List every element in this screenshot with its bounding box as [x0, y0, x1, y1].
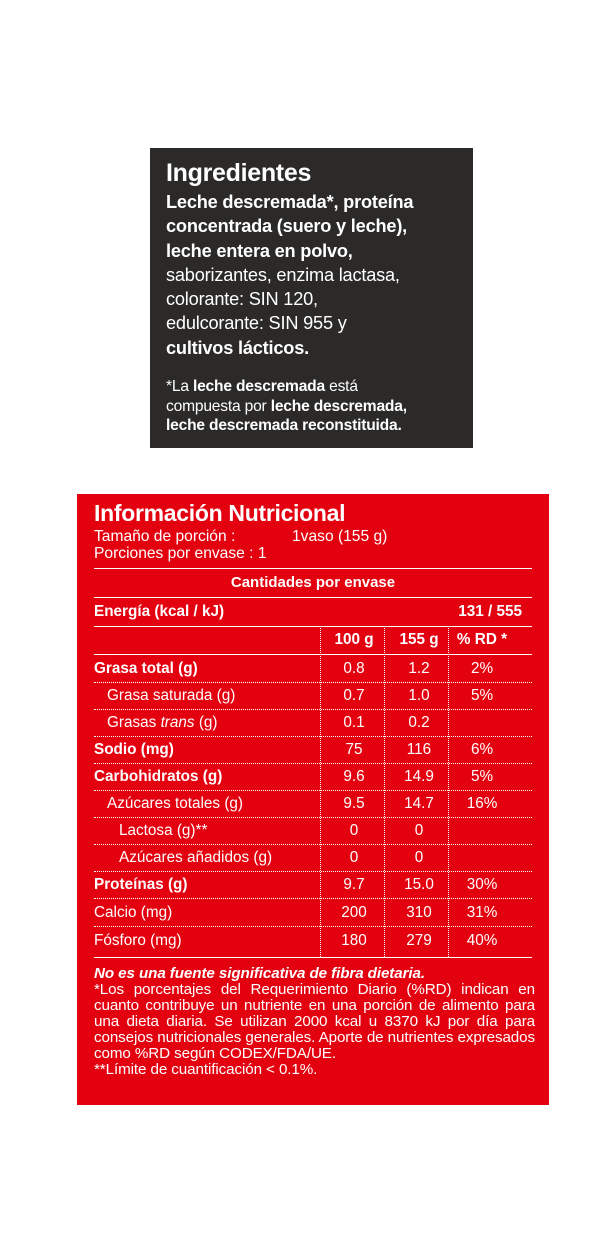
column-separator: [448, 626, 449, 957]
note-bold: leche descremada reconstituida.: [166, 417, 402, 435]
col-100g: 100 g: [334, 631, 374, 648]
table-row: [94, 763, 532, 790]
value-155g: 0: [414, 822, 424, 839]
value-rd: 31%: [466, 904, 498, 921]
table-row: [94, 655, 532, 682]
energy-value: 131 / 555: [458, 603, 522, 620]
value-155g: 116: [406, 741, 432, 758]
fiber-note: No es una fuente significativa de fibra dietaria.: [94, 965, 425, 982]
value-rd: 30%: [466, 876, 498, 893]
note-bold: leche descremada,: [270, 397, 407, 415]
value-155g: 1.2: [408, 660, 430, 677]
table-row: [94, 682, 532, 709]
column-separator: [320, 626, 321, 957]
value-155g: 14.9: [404, 768, 434, 785]
table-row: [94, 844, 532, 871]
serving-value: 1vaso (155 g): [292, 528, 388, 545]
value-100g: 0.7: [343, 687, 365, 704]
nutrition-title: Información Nutricional: [94, 500, 346, 526]
ingredients-panel: [150, 148, 473, 448]
value-155g: 14.7: [404, 795, 434, 812]
value-155g: 0: [414, 849, 424, 866]
column-header-row: [94, 626, 532, 653]
value-100g: 0: [349, 822, 359, 839]
amounts-subheader: Cantidades por envase: [230, 574, 396, 591]
nutrient-name: Grasa saturada (g): [107, 687, 236, 704]
nutrient-name: [107, 709, 218, 736]
ingredients-title: Ingredientes: [166, 159, 312, 187]
nutrient-name: Proteínas (g): [94, 876, 188, 893]
nutrient-name: Azúcares totales (g): [107, 795, 244, 812]
nutrition-panel: [77, 494, 549, 1105]
note-text: compuesta por: [166, 397, 271, 415]
name-part: (g): [194, 714, 218, 731]
value-rd: 2%: [470, 660, 494, 677]
nutrient-name: Azúcares añadidos (g): [119, 849, 273, 866]
note-text: *La: [166, 378, 193, 396]
ingredients-list: [166, 190, 473, 360]
portions: Porciones por envase : 1: [94, 545, 267, 562]
table-row: [94, 927, 532, 954]
nutrient-name: Carbohidratos (g): [94, 768, 223, 785]
value-rd: 40%: [466, 932, 498, 949]
table-row: [94, 871, 532, 898]
ingredients-footnote: [166, 377, 473, 436]
nutrition-footnotes: [94, 966, 535, 1078]
nutrient-name: Fósforo (mg): [94, 932, 182, 949]
ingredient-line: leche entera en polvo,: [166, 240, 353, 261]
divider: [94, 957, 532, 958]
col-155g: 155 g: [399, 631, 439, 648]
column-separator: [384, 626, 385, 957]
value-155g: 15.0: [404, 876, 434, 893]
nutrient-name: Calcio (mg): [94, 904, 173, 921]
serving-label: Tamaño de porción :: [94, 528, 236, 545]
value-rd: 16%: [466, 795, 498, 812]
table-row: [94, 817, 532, 844]
ingredient-line: concentrada (suero y leche),: [166, 216, 408, 237]
name-italic: trans: [160, 714, 195, 731]
value-155g: 0.2: [408, 714, 430, 731]
value-100g: 0.8: [343, 660, 365, 677]
note-text: está: [324, 378, 358, 396]
quantification-limit-note: **Límite de cuantificación < 0.1%.: [94, 1061, 318, 1078]
name-part: Grasas: [107, 714, 161, 731]
value-rd: 5%: [470, 687, 494, 704]
value-100g: 9.5: [343, 795, 365, 812]
table-row: [94, 736, 532, 763]
table-row: [94, 899, 532, 926]
value-100g: 200: [341, 904, 367, 921]
value-100g: 75: [345, 741, 363, 758]
value-100g: 0.1: [343, 714, 365, 731]
rd-footnote: *Los porcentajes del Requerimiento Diario (%RD) indican en cuanto contribuye un nutriente en una porción de alimento para una dieta diaria. Se utilizan 2000 kcal u 8370 kJ por día para consejos nutricionales generales. Aporte de nutrientes expresados como %RD según CODEX/FDA/UE.: [94, 981, 535, 1062]
energy-row: [94, 598, 532, 625]
ingredient-line: colorante: SIN 120,: [166, 289, 318, 310]
note-bold: leche descremada: [192, 378, 325, 396]
ingredient-line: saborizantes, enzima lactasa,: [166, 264, 400, 285]
col-rd: % RD *: [456, 631, 508, 648]
value-100g: 9.7: [343, 876, 365, 893]
nutrient-name: Lactosa (g)**: [119, 822, 208, 839]
value-155g: 279: [406, 932, 432, 949]
value-rd: 5%: [470, 768, 494, 785]
nutrient-name: Grasa total (g): [94, 660, 198, 677]
table-row: [94, 709, 532, 736]
value-155g: 1.0: [408, 687, 430, 704]
value-100g: 9.6: [343, 768, 365, 785]
nutrient-name: Sodio (mg): [94, 741, 174, 758]
table-row: [94, 790, 532, 817]
value-rd: 6%: [470, 741, 494, 758]
energy-label: Energía (kcal / kJ): [94, 603, 225, 620]
value-100g: 180: [341, 932, 367, 949]
ingredient-line: edulcorante: SIN 955 y: [166, 313, 347, 334]
divider: [94, 568, 532, 569]
serving-size: [94, 528, 387, 545]
value-155g: 310: [406, 904, 432, 921]
ingredient-line: Leche descremada*, proteína: [166, 192, 414, 212]
value-100g: 0: [349, 849, 359, 866]
ingredient-line: cultivos lácticos.: [166, 337, 309, 358]
